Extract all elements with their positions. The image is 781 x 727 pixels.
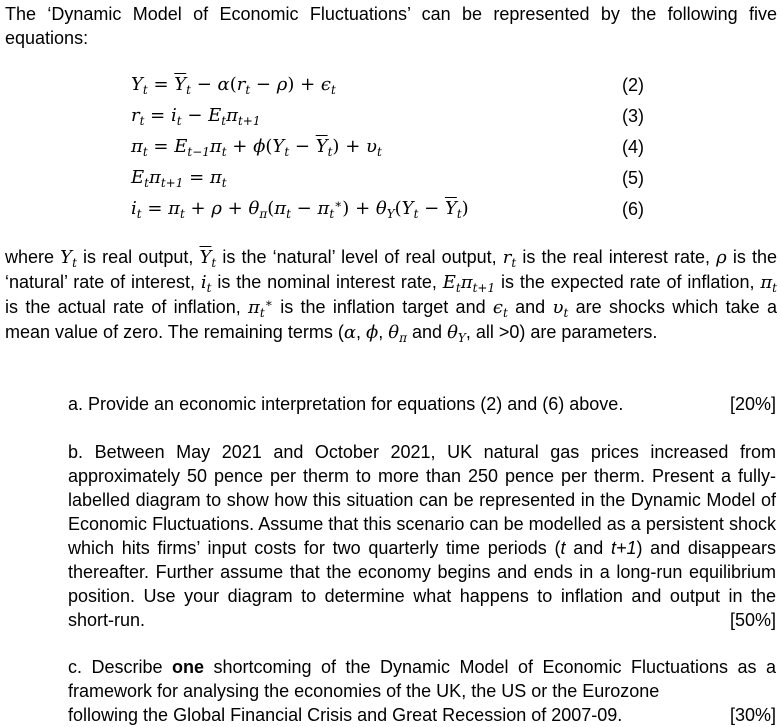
equation-4-label: (4) — [622, 137, 644, 157]
question-a-marks: [20%] — [729, 394, 776, 414]
equation-4-expression: $\pi_t = E_{t-1}\pi_t + \phi(Y_t - \overline{Y}_t) + \upsilon_t$ — [131, 136, 382, 159]
variable-definitions: where $Y_t$ is real output, $\overline{Y}_t$ is the ‘natural’ level of real output, $r_t$ is the real interest rate, ρ is the ‘natural’ rate of interest, $i_t$ is the nominal interest rate, $E_t\pi_{t+1}$ is the expected rate of inflation, $\pi_t$ is the actual rate of inflation, $\pi_t^∗$ is the inflation target and $\epsilon_t$ and $\upsilon_t$ are shocks which take a mean value of zero. The remaining terms (α, ϕ, $\theta_\pi$ and $\theta_Y$, all >0) are parameters. — [5, 247, 777, 345]
equation-5-label: (5) — [622, 168, 644, 188]
equation-5 — [0, 163, 781, 193]
intro-paragraph: The ‘Dynamic Model of Economic Fluctuations’ can be represented by the following five equations: — [5, 4, 777, 48]
equation-4 — [0, 132, 781, 162]
equation-6-label: (6) — [622, 199, 644, 219]
equation-2-label: (2) — [622, 75, 644, 95]
equation-3-expression: $r_t = i_t - E_t\pi_{t+1}$ — [131, 105, 261, 128]
equation-2 — [0, 70, 781, 100]
equation-3-label: (3) — [622, 106, 644, 126]
question-a-text: a. Provide an economic interpretation for equations (2) and (6) above. — [68, 394, 624, 414]
question-a — [68, 392, 776, 416]
question-b — [68, 440, 776, 632]
equation-6 — [0, 194, 781, 224]
question-c-last-line: following the Global Financial Crisis and Great Recession of 2007-09. — [68, 705, 623, 725]
equation-3 — [0, 101, 781, 131]
question-b-text: b. Between May 2021 and October 2021, UK natural gas prices increased from approximately 50 pence per therm to more than 250 pence per therm. Present a fully-labelled diagram to show how this situation can be represented in the Dynamic Model of Economic Fluctuations. Assume that this scenario can be modelled as a persistent shock which hits firms’ input costs for two quarterly time periods (t and t+1) and disappears thereafter. Further assume that the economy begins and ends in a long-run equilibrium position. Use your diagram to determine what happens to inflation and output in the short-run. [50%] — [68, 442, 776, 630]
equation-6-expression: $i_t = \pi_t + \rho + \theta_\pi(\pi_t - \pi_t^∗) + \theta_Y(Y_t - \overline{Y}_t)$ — [131, 197, 469, 221]
question-c-text: c. Describe one shortcoming of the Dynamic Model of Economic Fluctuations as a framework for analysing the economies of the UK, the US or the Eurozone — [68, 657, 776, 701]
equation-5-expression: $E_t\pi_{t+1} = \pi_t$ — [131, 167, 227, 190]
question-c — [68, 655, 776, 727]
equation-2-expression: $Y_t = \overline{Y}_t - \alpha(r_t - \rho) + \epsilon_t$ — [131, 74, 336, 97]
question-c-marks: [30%] — [729, 705, 776, 725]
question-b-marks: [50%] — [729, 610, 776, 630]
